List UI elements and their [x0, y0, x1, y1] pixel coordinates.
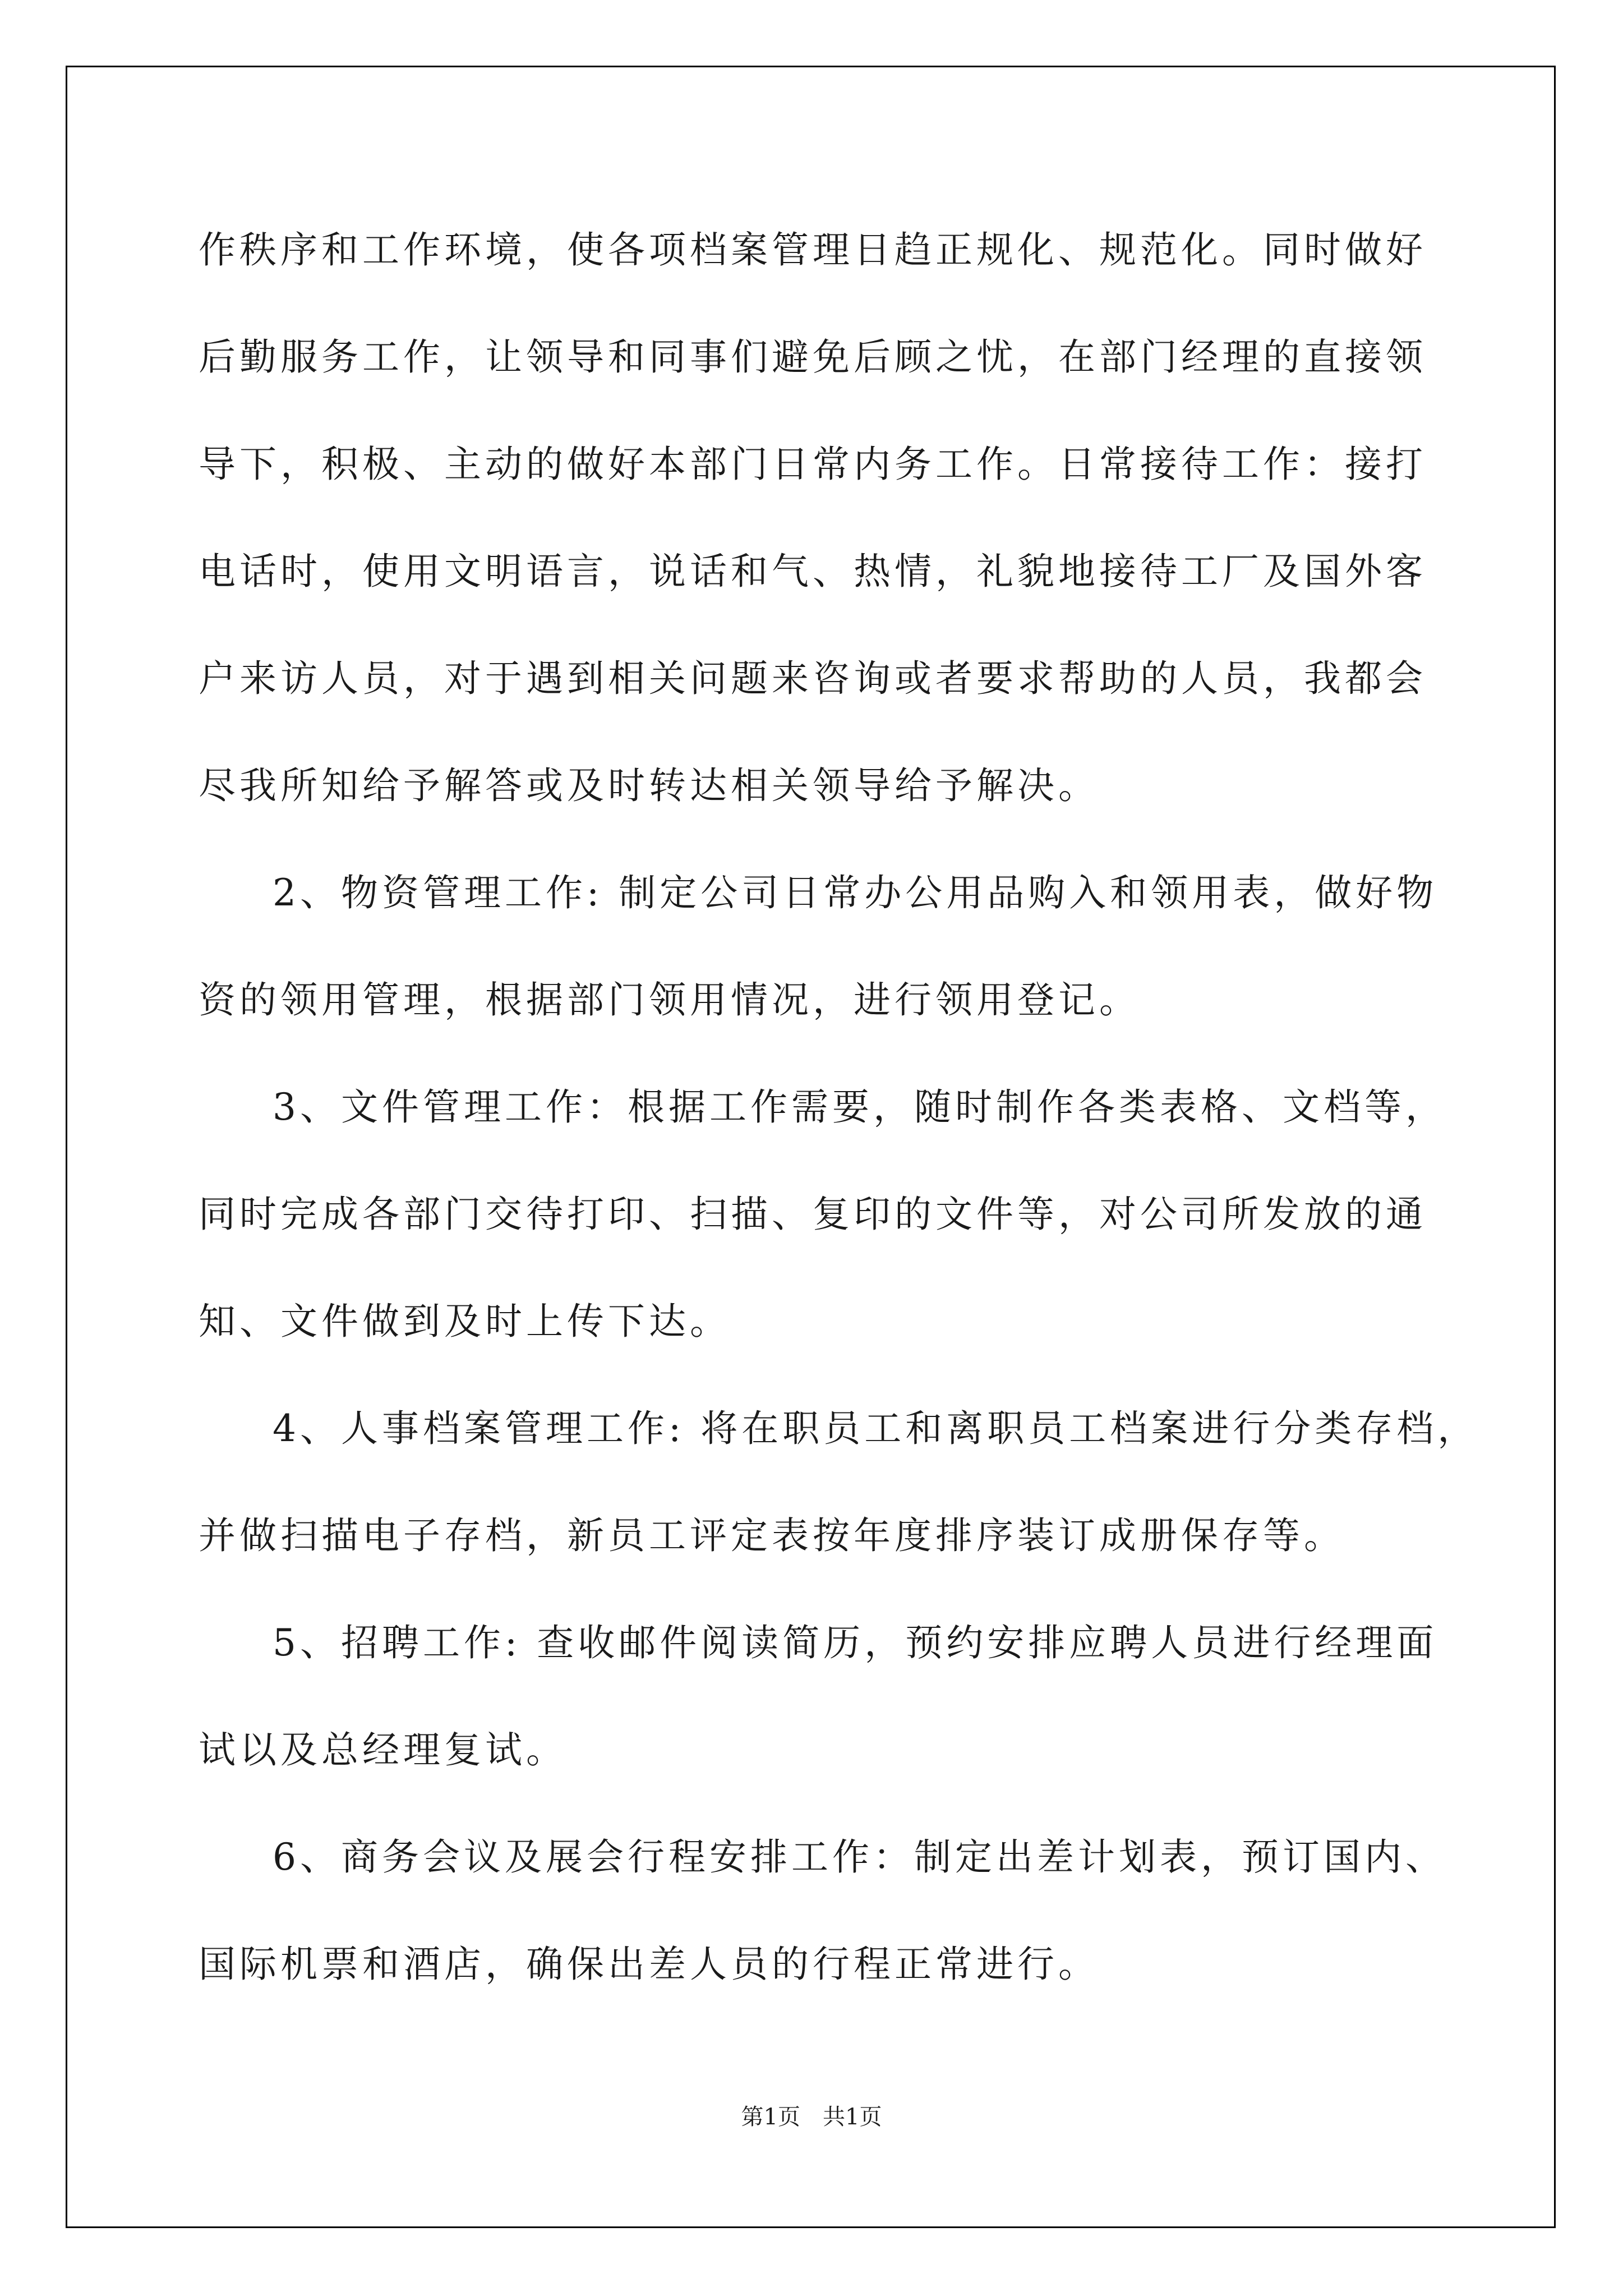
body-line: 知、文件做到及时上传下达。 [199, 1300, 731, 1343]
body-line: 后勤服务工作，让领导和同事们避免后顾之忧，在部门经理的直接领 [199, 335, 1427, 379]
body-line: 6、商务会议及展会行程安排工作：制定出差计划表，预订国内、 [273, 1835, 1446, 1879]
body-line: 国际机票和酒店，确保出差人员的行程正常进行。 [199, 1943, 1099, 1986]
page-total: 共1页 [823, 2104, 882, 2130]
body-line: 尽我所知给予解答或及时转达相关领导给予解决。 [199, 764, 1099, 807]
body-line: 4、人事档案管理工作: 将在职员工和离职员工档案进行分类存档， [273, 1407, 1479, 1450]
body-line: 5、招聘工作: 查收邮件阅读简历，预约安排应聘人员进行经理面 [273, 1621, 1438, 1664]
page-footer [0, 2099, 1623, 2131]
page-number: 第1页 [741, 2104, 800, 2130]
body-line: 试以及总经理复试。 [199, 1728, 567, 1772]
body-line: 导下，积极、主动的做好本部门日常内务工作。日常接待工作：接打 [199, 443, 1427, 486]
body-line: 2、物资管理工作: 制定公司日常办公用品购入和领用表，做好物 [273, 871, 1438, 914]
body-line: 同时完成各部门交待打印、扫描、复印的文件等，对公司所发放的通 [199, 1193, 1427, 1236]
body-line: 资的领用管理，根据部门领用情况，进行领用登记。 [199, 978, 1140, 1022]
body-line: 户来访人员，对于遇到相关问题来咨询或者要求帮助的人员，我都会 [199, 657, 1427, 700]
body-line: 电话时，使用文明语言，说话和气、热情，礼貌地接待工厂及国外客 [199, 550, 1427, 593]
document-body [199, 196, 1479, 2018]
body-line: 作秩序和工作环境，使各项档案管理日趋正规化、规范化。同时做好 [199, 228, 1427, 272]
body-line: 并做扫描电子存档，新员工评定表按年度排序装订成册保存等。 [199, 1514, 1345, 1557]
body-line: 3、文件管理工作：根据工作需要，随时制作各类表格、文档等， [273, 1085, 1446, 1129]
